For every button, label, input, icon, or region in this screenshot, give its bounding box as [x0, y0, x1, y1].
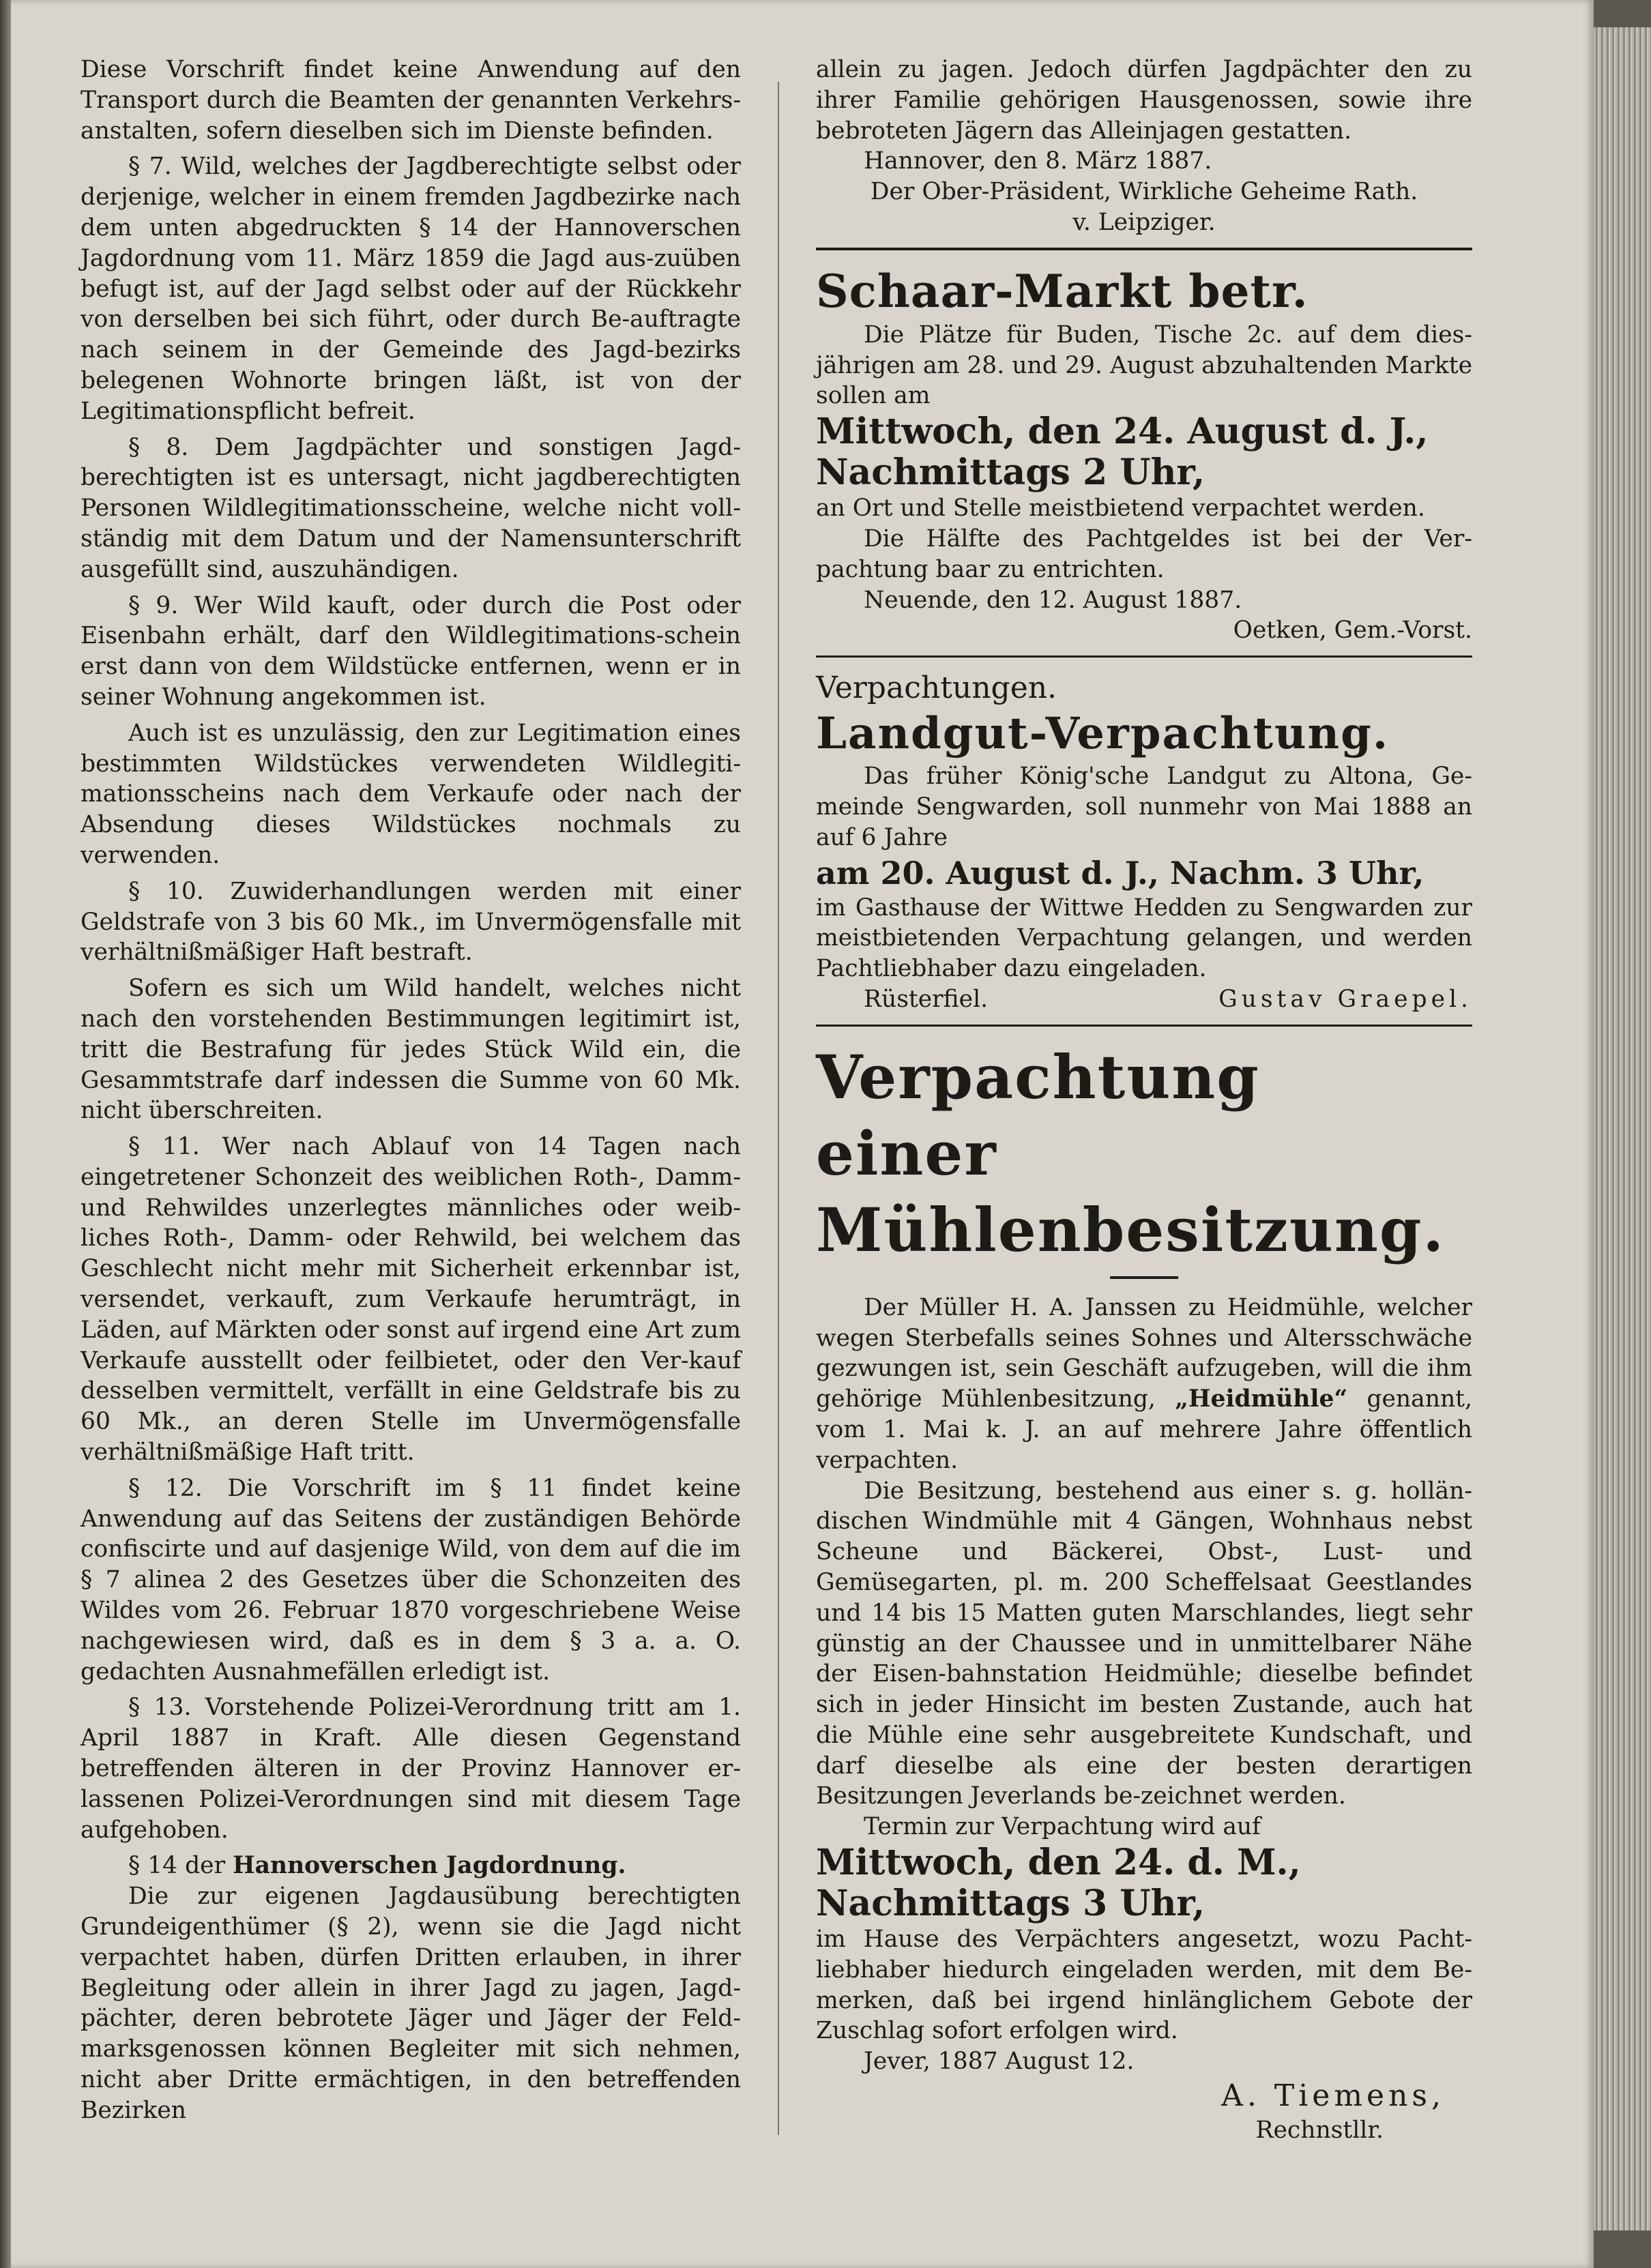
landgut-body-2: im Gasthause der Wittwe Hedden zu Sengwarden zur meistbietenden Verpachtung gelangen, und werden Pachtliebhaber dazu eingeladen. [816, 894, 1472, 983]
book-gutter [0, 0, 11, 2268]
column-divider [778, 82, 779, 2135]
section-14-prefix: § 14 der [128, 1852, 233, 1880]
heading-section-14 [81, 1851, 741, 1881]
paragraph-section-14: Die zur eigenen Jagdausübung berechtigten Grundeigenthümer (§ 2), wenn sie die Jagd nicht verpachtet haben, dürfen Dritten erlauben, in ihrer Begleitung oder allein in ihrer Jagd zu jagen, Jagd-pächter, deren bebrotete Jäger und Jäger der Feld-marksgenossen können Begleiter mit sich nehmen, nicht aber Dritte ermächtigen, in den betreffenden Bezirken [81, 1883, 741, 2124]
separator-rule [816, 248, 1472, 250]
muehle-time: Nachmittags 3 Uhr, [816, 1883, 1206, 1925]
separator-rule [816, 656, 1472, 658]
continuation-date: Hannover, den 8. März 1887. [864, 147, 1212, 175]
jagdordnung-title: Hannoverschen Jagdordnung. [233, 1852, 626, 1880]
schaar-markt-body-2: an Ort und Stelle meistbietend verpachtet werden. [816, 495, 1425, 522]
muehle-body-1c: genannt, vom 1. Mai k. J. an auf mehrere Jahre öffentlich verpachten. [816, 1385, 1472, 1474]
continuation-signature-title: Der Ober-Präsident, Wirkliche Geheime Rath. [870, 178, 1418, 206]
muehle-body-3: Termin zur Verpachtung wird auf [864, 1813, 1261, 1841]
landgut-title: Landgut-Verpachtung. [816, 708, 1390, 760]
schaar-markt-body: Die Plätze für Buden, Tische 2c. auf dem dies-jährigen am 28. und 29. August abzuhaltenden Markte sollen am [816, 321, 1472, 410]
paragraph-wild-penalty: Sofern es sich um Wild handelt, welches nicht nach den vorstehenden Bestimmungen legitimirt ist, tritt die Bestrafung für jedes Stück Wild ein, die Gesammtstrafe darf indessen die Summe von 60 Mk. nicht überschreiten. [81, 975, 741, 1125]
paragraph-continuation: allein zu jagen. Jedoch dürfen Jagdpächter den zu ihrer Familie gehörigen Hausgenossen, sowie ihre bebroteten Jägern das Alleinjagen gestatten. [816, 56, 1472, 145]
muehle-title-2: einer Mühlenbesitzung. [816, 1117, 1446, 1265]
schaar-markt-body-3: Die Hälfte des Pachtgeldes ist bei der Ver-pachtung baar zu entrichten. [816, 525, 1472, 583]
muehle-date: Mittwoch, den 24. d. M., [816, 1842, 1301, 1884]
landgut-signature: Gustav Graepel. [1218, 985, 1472, 1013]
notice-muehle [816, 1039, 1472, 2146]
right-column [816, 55, 1472, 2146]
muehle-signature-title: Rechnstllr. [1255, 2117, 1384, 2145]
continuation-signature-name: v. Leipziger. [1072, 208, 1216, 236]
muehle-body-4: im Hause des Verpächters angesetzt, wozu Pacht-liebhaber hiedurch eingeladen werden, mit dem Be-merken, daß bei irgend hinlänglichem Gebote der Zuschlag sofort erfolgen wird. [816, 1926, 1472, 2045]
landgut-body: Das früher König'sche Landgut zu Altona, Ge-meinde Sengwarden, soll nunmehr von Mai 1888 an auf 6 Jahre [816, 763, 1472, 851]
book-page-edges [1594, 27, 1651, 2230]
notice-landgut [816, 670, 1472, 1015]
schaar-markt-signature: Oetken, Gem.-Vorst. [1233, 617, 1472, 645]
section-heading-verpachtungen: Verpachtungen. [816, 671, 1057, 706]
paragraph-section-7: § 7. Wild, welches der Jagdberechtigte selbst oder derjenige, welcher in einem fremden Jagdbezirke nach dem unten abgedruckten § 14 der Hannoverschen Jagdordnung vom 11. März 1859 die Jagd aus-zuüben befugt ist, auf der Jagd selbst oder auf der Rückkehr von derselben bei sich führt, oder durch Be-auftragte nach seinem in der Gemeinde des Jagd-bezirks belegenen Wohnorte bringen läßt, ist von der Legitimationspflicht befreit. [81, 153, 741, 425]
schaar-markt-place-date: Neuende, den 12. August 1887. [864, 586, 1242, 614]
paragraph-section-12: § 12. Die Vorschrift im § 11 findet keine Anwendung auf das Seitens der zuständigen Behörde confiscirte und auf dasjenige Wild, von dem auf die im § 7 alinea 2 des Gesetzes über die Schonzeiten des Wildes vom 26. Februar 1870 vorgeschriebene Weise nachgewiesen wird, daß es in dem § 3 a. a. O. gedachten Ausnahmefällen erledigt ist. [81, 1474, 741, 1685]
muehle-body-2: Die Besitzung, bestehend aus einer s. g. hollän-dischen Windmühle mit 4 Gängen, Wohnhaus nebst Scheune und Bäckerei, Obst-, Lust- und Gemüsegarten, pl. m. 200 Scheffelsaat Geestlandes und 14 bis 15 Matten guten Marschlandes, liegt sehr günstig an der Chaussee und in unmittelbarer Nähe der Eisen-bahnstation Heidmühle; dieselbe befindet sich in jeder Hinsicht im besten Zustande, auch hat die Mühle eine sehr ausgebreitete Kundschaft, und darf dieselbe als eine der besten derartigen Besitzungen Jeverlands be-zeichnet werden. [816, 1477, 1472, 1810]
schaar-markt-title: Schaar-Markt betr. [816, 264, 1309, 318]
left-column [81, 55, 741, 2126]
landgut-signature-row [816, 984, 1472, 1015]
short-rule [1110, 1276, 1178, 1279]
landgut-place: Rüsterfiel. [864, 985, 989, 1013]
landgut-date: am 20. August d. J., Nachm. 3 Uhr, [816, 854, 1424, 892]
muehle-place-date: Jever, 1887 August 12. [864, 2048, 1135, 2076]
paragraph-section-9: § 9. Wer Wild kauft, oder durch die Post oder Eisenbahn erhält, darf den Wildlegitimations-schein erst dann von dem Wildstücke entfernen, wenn er in seiner Wohnung angekommen ist. [81, 591, 741, 711]
paragraph-section-11: § 11. Wer nach Ablauf von 14 Tagen nach eingetretener Schonzeit des weiblichen Roth-, Damm-und Rehwildes unzerlegtes männliches oder weib-liches Roth-, Damm- oder Rehwild, bei welchem das Geschlecht nicht mehr mit Sicherheit erkennbar ist, versendet, verkauft, zum Verkaufe herumträgt, in Läden, auf Märkten oder sonst auf irgend eine Art zum Verkaufe ausstellt oder feilbietet, oder den Ver-kauf desselben vermittelt, verfällt in eine Geldstrafe bis zu 60 Mk., an deren Stelle im Unvermögensfalle verhältnißmäßige Haft tritt. [81, 1133, 741, 1467]
schaar-markt-date: Mittwoch, den 24. August d. J., [816, 411, 1429, 453]
muehle-signature: A. Tiemens, [1221, 2078, 1445, 2114]
schaar-markt-time: Nachmittags 2 Uhr, [816, 452, 1206, 494]
muehle-name: „Heidmühle“ [1175, 1385, 1348, 1413]
paragraph-legitimation: Auch ist es unzulässig, den zur Legitimation eines bestimmten Wildstückes verwendeten Wildlegiti-mationsscheins nach dem Verkaufe oder nach der Absendung dieses Wildstückes nochmals zu verwenden. [81, 719, 741, 869]
paragraph-section-10: § 10. Zuwiderhandlungen werden mit einer Geldstrafe von 3 bis 60 Mk., im Unvermögensfalle mit verhältnißmäßiger Haft bestraft. [81, 877, 741, 967]
paragraph-section-13: § 13. Vorstehende Polizei-Verordnung tritt am 1. April 1887 in Kraft. Alle diesen Gegenstand betreffenden älteren in der Provinz Hannover er-lassenen Polizei-Verordnungen sind mit diesem Tage aufgehoben. [81, 1694, 741, 1844]
separator-rule [816, 1025, 1472, 1027]
muehle-body-1 [816, 1293, 1472, 1476]
paragraph-transport: Diese Vorschrift findet keine Anwendung auf den Transport durch die Beamten der genannten Verkehrs-anstalten, sofern dieselben sich im Dienste befinden. [81, 56, 741, 145]
paragraph-section-8: § 8. Dem Jagdpächter und sonstigen Jagd-berechtigten ist es untersagt, nicht jagdberechtigten Personen Wildlegitimationsscheine, welche nicht voll-ständig mit dem Datum und der Namensunterschrift ausgefüllt sind, auszuhändigen. [81, 433, 741, 583]
muehle-body-1a: Der Müller H. A. Janssen zu Heidmühle, welcher wegen Sterbefalls seines Sohnes und Altersschwäche gezwungen ist, sein Geschäft aufzugeben, will die ihm gehörige Mühlenbesitzung, [816, 1293, 1472, 1413]
muehle-title-1: Verpachtung [816, 1041, 1260, 1113]
notice-schaar-markt [816, 263, 1472, 646]
